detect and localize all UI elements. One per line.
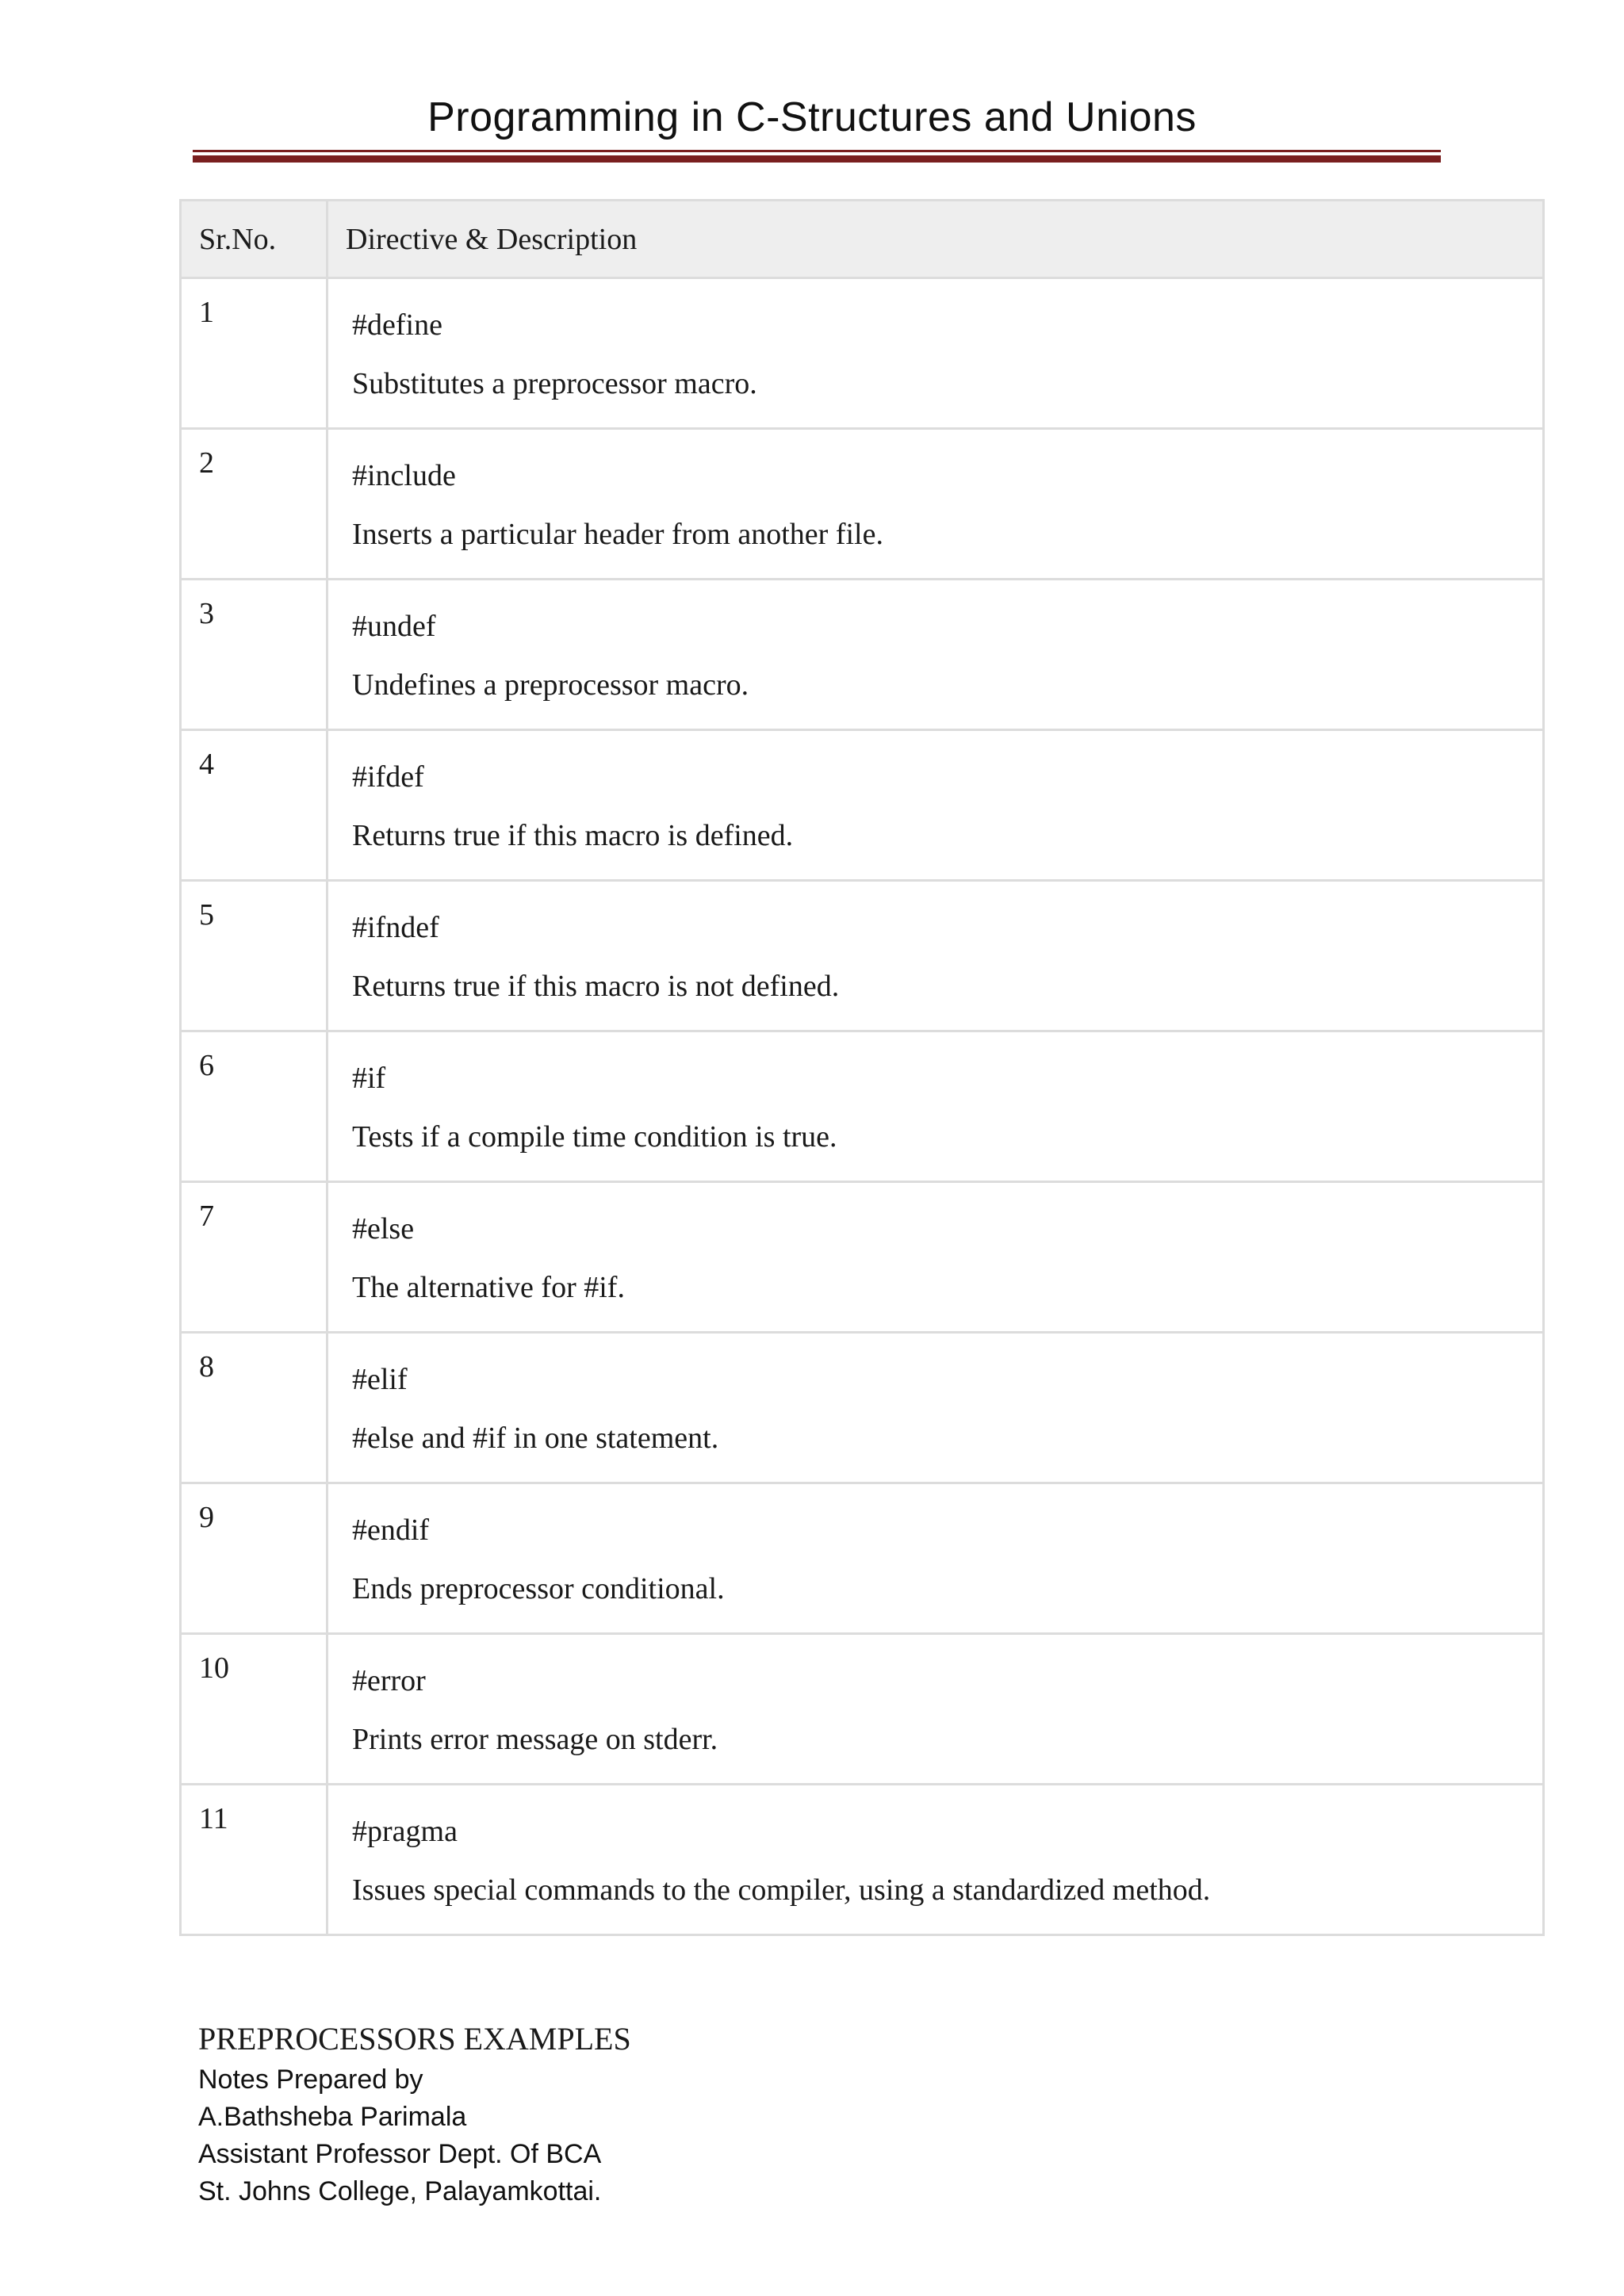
footer-line: Assistant Professor Dept. Of BCA [198, 2139, 602, 2169]
directive-description: The alternative for #if. [352, 1270, 625, 1304]
directive-description: Inserts a particular header from another file. [352, 517, 883, 551]
directives-table [179, 199, 1545, 1936]
directive-cell [327, 1333, 1544, 1483]
directive-cell [327, 278, 1544, 429]
table-body [181, 278, 1544, 1935]
table-row [181, 1785, 1544, 1935]
table-row [181, 881, 1544, 1031]
directive-cell [327, 429, 1544, 580]
directive-name: #include [352, 459, 456, 492]
table-header [181, 201, 1544, 278]
directive-description: Ends preprocessor conditional. [352, 1571, 725, 1605]
table-header-row [181, 201, 1544, 278]
row-number: 10 [181, 1634, 327, 1785]
row-number: 7 [181, 1182, 327, 1333]
row-number: 5 [181, 881, 327, 1031]
directive-description: Returns true if this macro is not defined. [352, 969, 840, 1003]
directive-name: #endif [352, 1513, 430, 1547]
table-row [181, 1483, 1544, 1634]
table-row [181, 730, 1544, 881]
directive-name: #ifndef [352, 911, 439, 944]
directive-description: Prints error message on stderr. [352, 1722, 718, 1756]
directive-name: #if [352, 1062, 386, 1095]
page-title: Programming in C-Structures and Unions [427, 94, 1197, 140]
directive-cell [327, 1182, 1544, 1333]
directive-cell [327, 1634, 1544, 1785]
directive-name: #else [352, 1212, 415, 1246]
directive-cell [327, 580, 1544, 730]
row-number: 11 [181, 1785, 327, 1935]
title-divider-thick [193, 155, 1441, 163]
footer-line: A.Bathsheba Parimala [198, 2102, 467, 2132]
table-row [181, 1634, 1544, 1785]
directive-cell [327, 1483, 1544, 1634]
directive-name: #pragma [352, 1815, 458, 1848]
directive-cell [327, 1785, 1544, 1935]
directive-cell [327, 730, 1544, 881]
directive-description: Issues special commands to the compiler, using a standardized method. [352, 1873, 1211, 1907]
row-number: 2 [181, 429, 327, 580]
directive-name: #undef [352, 610, 436, 643]
directive-cell [327, 881, 1544, 1031]
column-header-directive: Directive & Description [327, 201, 1544, 278]
footer-line: St. Johns College, Palayamkottai. [198, 2176, 602, 2206]
table-row [181, 278, 1544, 429]
row-number: 1 [181, 278, 327, 429]
row-number: 9 [181, 1483, 327, 1634]
footer-notes [198, 2061, 601, 2210]
directive-name: #ifdef [352, 760, 424, 794]
row-number: 3 [181, 580, 327, 730]
directive-description: Tests if a compile time condition is true. [352, 1119, 837, 1154]
directive-name: #error [352, 1664, 426, 1697]
directive-name: #elif [352, 1363, 408, 1396]
directive-cell [327, 1031, 1544, 1182]
table-row [181, 429, 1544, 580]
footer-line: Notes Prepared by [198, 2064, 423, 2095]
row-number: 6 [181, 1031, 327, 1182]
directive-name: #define [352, 308, 442, 342]
section-heading: PREPROCESSORS EXAMPLES [198, 2021, 631, 2057]
directive-description: #else and #if in one statement. [352, 1421, 719, 1455]
directive-description: Returns true if this macro is defined. [352, 818, 794, 852]
column-header-srno: Sr.No. [181, 201, 327, 278]
title-divider-thin [193, 150, 1441, 152]
table-row [181, 1182, 1544, 1333]
row-number: 8 [181, 1333, 327, 1483]
table-row [181, 580, 1544, 730]
directive-description: Substitutes a preprocessor macro. [352, 366, 757, 400]
directive-description: Undefines a preprocessor macro. [352, 668, 749, 702]
title-divider [193, 150, 1441, 163]
row-number: 4 [181, 730, 327, 881]
table-row [181, 1333, 1544, 1483]
table-row [181, 1031, 1544, 1182]
